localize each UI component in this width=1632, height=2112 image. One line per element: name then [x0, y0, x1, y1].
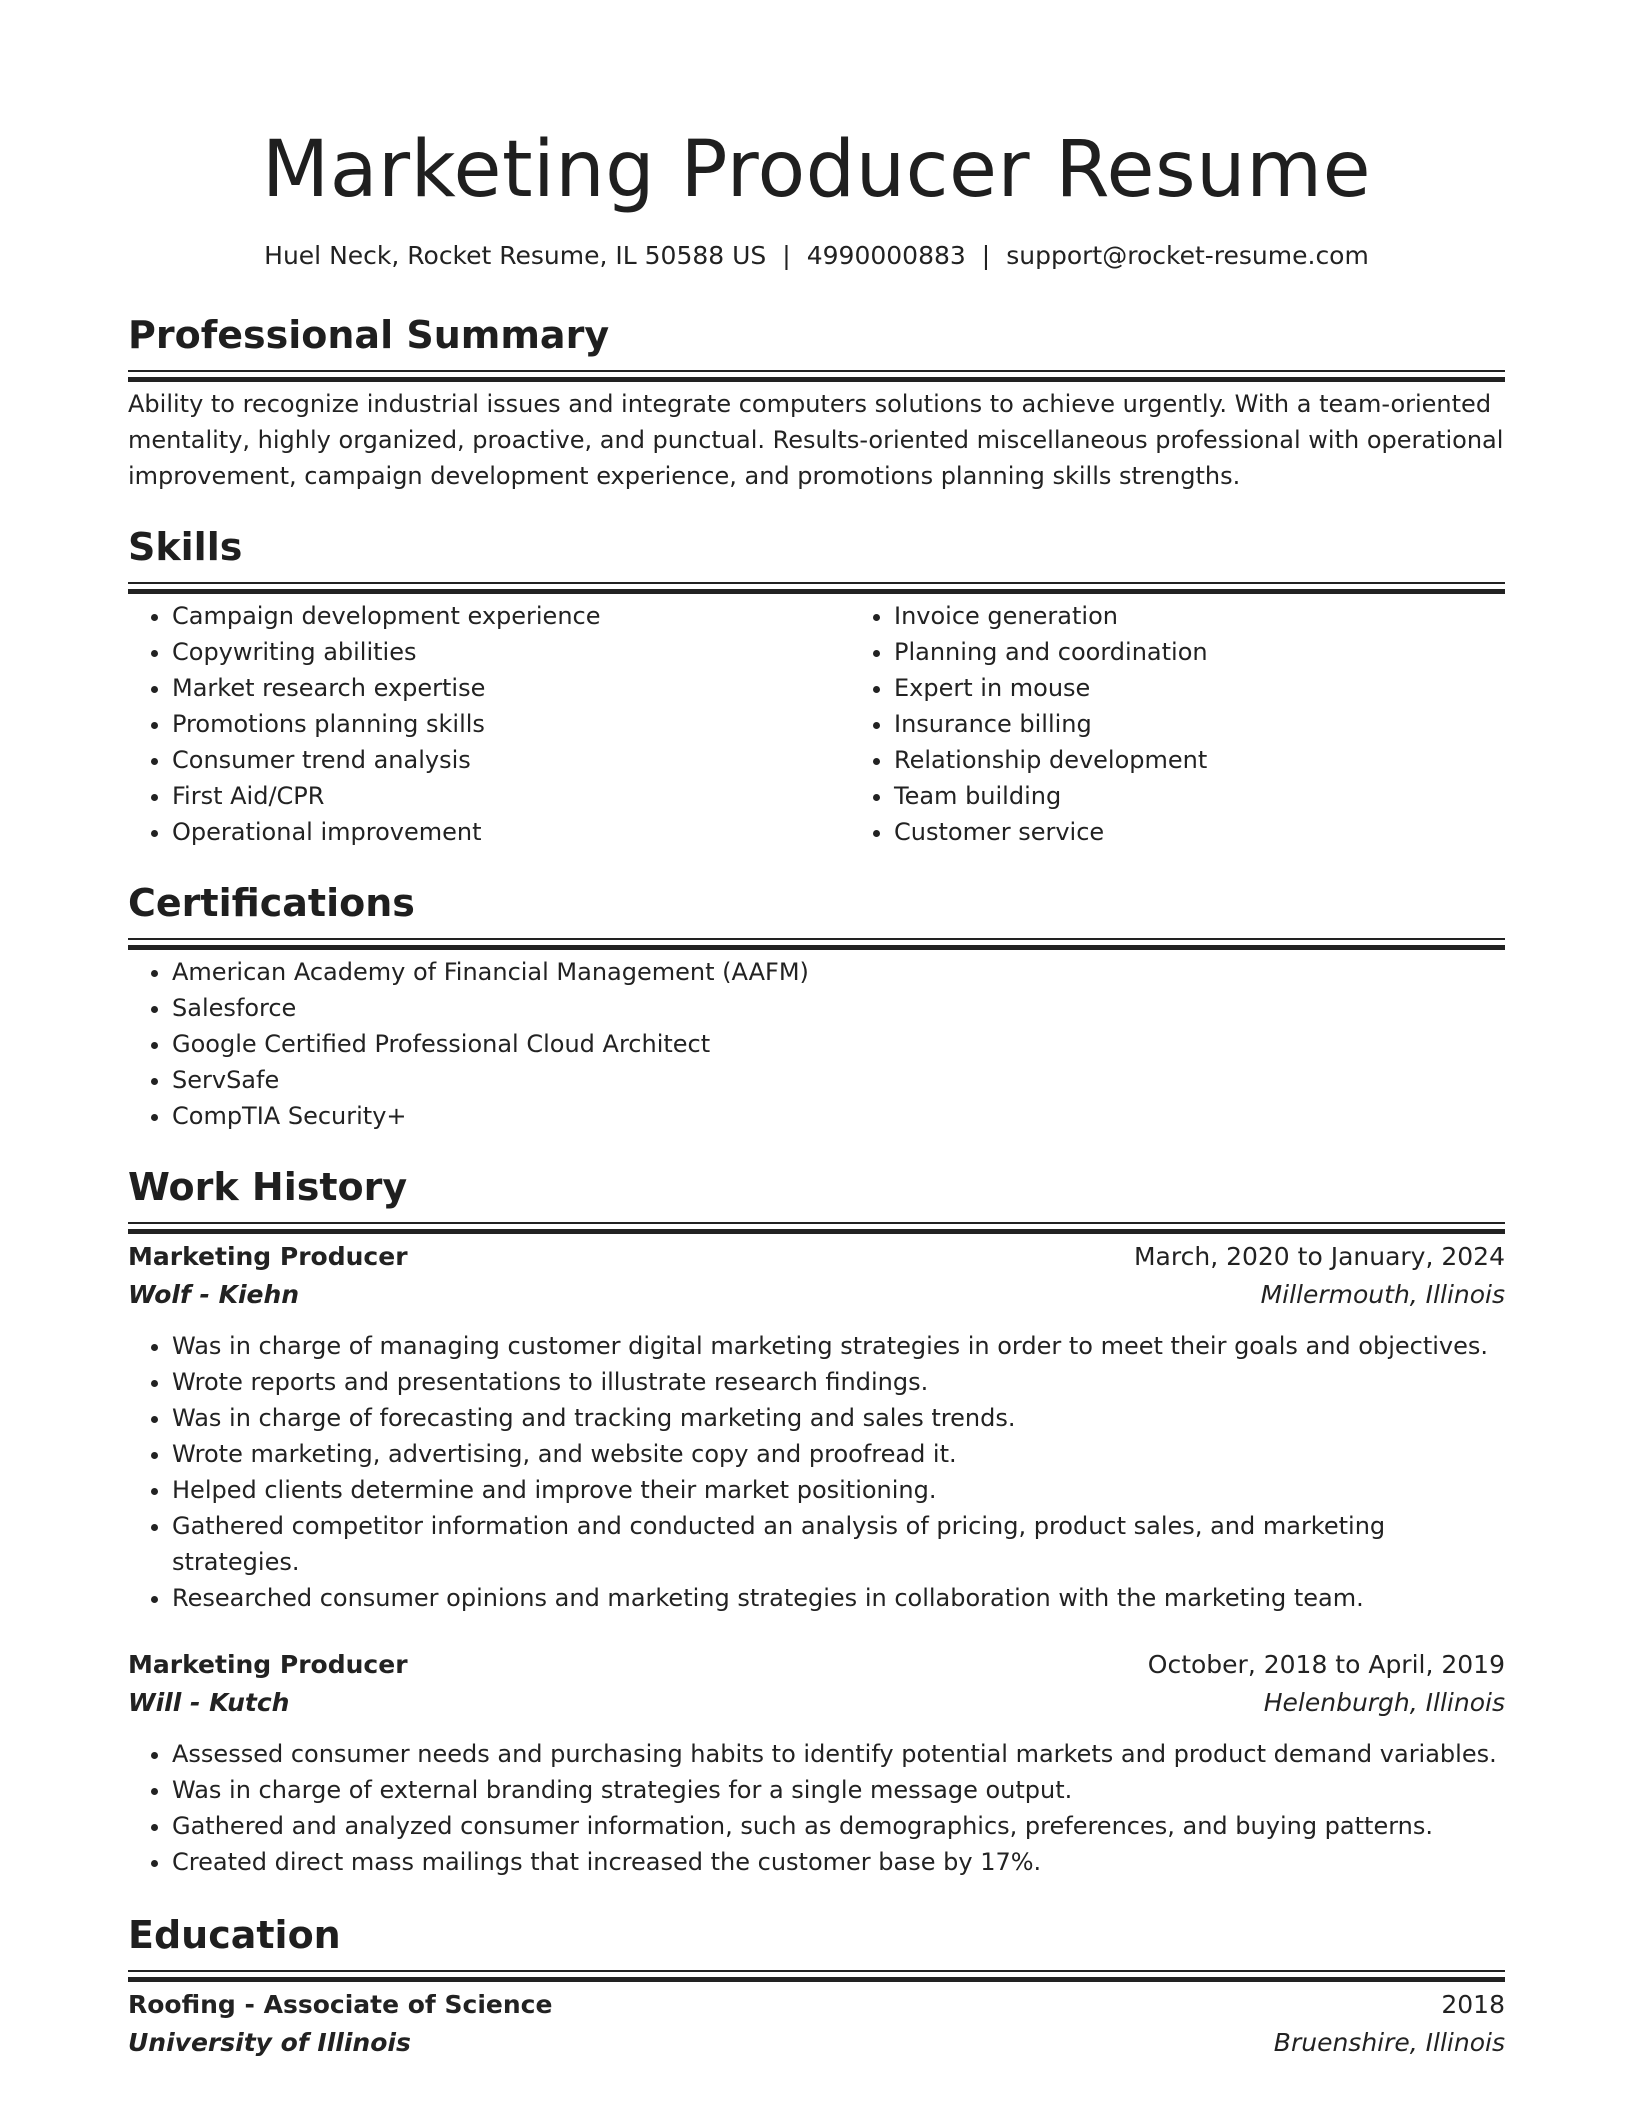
education-school: University of Illinois	[128, 2028, 411, 2057]
certifications-list	[128, 954, 1505, 1134]
job-title: Marketing Producer	[128, 1242, 408, 1271]
education-header-row	[128, 1986, 1505, 2024]
job-company-row	[128, 1684, 1505, 1722]
skills-list-left	[128, 598, 850, 850]
section-divider	[128, 370, 1505, 372]
contact-separator: |	[782, 241, 791, 270]
skills-list-right	[850, 598, 1572, 850]
section-heading: Education	[128, 1913, 341, 1957]
section-divider	[128, 1970, 1505, 1972]
list-item: • Helped clients determine and improve their market positioning.	[172, 1472, 1505, 1508]
job-location: Millermouth, Illinois	[1260, 1280, 1505, 1309]
contact-separator: |	[981, 241, 991, 270]
section-divider	[128, 938, 1505, 940]
list-item: • Wrote reports and presentations to illustrate research findings.	[172, 1364, 1505, 1400]
list-item: • Promotions planning skills	[172, 706, 850, 742]
job-dates: March, 2020 to January, 2024	[1133, 1242, 1505, 1271]
list-item: • Google Certified Professional Cloud Architect	[172, 1026, 1505, 1062]
resume-title: Marketing Producer Resume	[261, 125, 1372, 215]
list-item: • Assessed consumer needs and purchasing habits to identify potential markets and product demand variables.	[172, 1736, 1505, 1772]
job-title: Marketing Producer	[128, 1650, 408, 1679]
contact-address: Huel Neck, Rocket Resume, IL 50588 US	[264, 241, 767, 270]
list-item: • Insurance billing	[894, 706, 1572, 742]
certifications-section	[128, 880, 1505, 1134]
list-item: • Wrote marketing, advertising, and website copy and proofread it.	[172, 1436, 1505, 1472]
education-location: Bruenshire, Illinois	[1273, 2028, 1505, 2057]
list-item: • Was in charge of forecasting and tracking marketing and sales trends.	[172, 1400, 1505, 1436]
education-section	[128, 1912, 1505, 2062]
list-item: • Researched consumer opinions and marketing strategies in collaboration with the marketing team.	[172, 1580, 1505, 1616]
list-item: • Market research expertise	[172, 670, 850, 706]
list-item: • Was in charge of external branding strategies for a single message output.	[172, 1772, 1505, 1808]
section-divider	[128, 582, 1505, 584]
list-item: • ServSafe	[172, 1062, 1505, 1098]
education-degree: Roofing - Associate of Science	[128, 1990, 553, 2019]
skills-grid	[128, 598, 1505, 850]
contact-phone: 4990000883	[806, 241, 966, 270]
list-item: • Was in charge of managing customer digital marketing strategies in order to meet their goals and objectives.	[172, 1328, 1505, 1364]
contact-line	[128, 238, 1505, 274]
job-dates: October, 2018 to April, 2019	[1147, 1650, 1505, 1679]
list-item: • Relationship development	[894, 742, 1572, 778]
list-item: • Expert in mouse	[894, 670, 1572, 706]
list-item: • Gathered and analyzed consumer information, such as demographics, preferences, and buying patterns.	[172, 1808, 1505, 1844]
skills-section	[128, 524, 1505, 850]
job-company: Will - Kutch	[128, 1688, 290, 1717]
job-entry	[128, 1238, 1505, 1616]
summary-section	[128, 312, 1505, 494]
list-item: • Created direct mass mailings that increased the customer base by 17%.	[172, 1844, 1505, 1880]
job-header-row	[128, 1646, 1505, 1684]
list-item: • Invoice generation	[894, 598, 1572, 634]
job-bullets	[128, 1736, 1505, 1880]
list-item: • Operational improvement	[172, 814, 850, 850]
summary-text: Ability to recognize industrial issues and integrate computers solutions to achieve urgently. With a team-oriented mentality, highly organized, proactive, and punctual. Results-oriented miscellaneous professional with operational improvement, campaign development experience, and promotions planning skills strengths.	[128, 390, 1504, 490]
job-entry	[128, 1646, 1505, 1880]
work-history-section	[128, 1164, 1505, 1880]
section-divider	[128, 1222, 1505, 1224]
list-item: • Consumer trend analysis	[172, 742, 850, 778]
list-item: • Salesforce	[172, 990, 1505, 1026]
job-location: Helenburgh, Illinois	[1263, 1688, 1505, 1717]
list-item: • Team building	[894, 778, 1572, 814]
job-company-row	[128, 1276, 1505, 1314]
section-heading: Work History	[128, 1165, 408, 1209]
job-bullets	[128, 1328, 1505, 1616]
section-heading: Skills	[128, 525, 243, 569]
job-header-row	[128, 1238, 1505, 1276]
list-item: • Planning and coordination	[894, 634, 1572, 670]
section-heading: Certifications	[128, 881, 415, 925]
list-item: • American Academy of Financial Management (AAFM)	[172, 954, 1505, 990]
list-item: • First Aid/CPR	[172, 778, 850, 814]
list-item: • Copywriting abilities	[172, 634, 850, 670]
list-item: • CompTIA Security+	[172, 1098, 1505, 1134]
education-school-row	[128, 2024, 1505, 2062]
education-year: 2018	[1441, 1990, 1505, 2019]
section-heading: Professional Summary	[128, 313, 610, 357]
list-item: • Campaign development experience	[172, 598, 850, 634]
list-item: • Gathered competitor information and conducted an analysis of pricing, product sales, and marketing strategies.	[172, 1508, 1505, 1580]
list-item: • Customer service	[894, 814, 1572, 850]
contact-email[interactable]: support@rocket-resume.com	[1006, 241, 1369, 270]
job-company: Wolf - Kiehn	[128, 1280, 300, 1309]
